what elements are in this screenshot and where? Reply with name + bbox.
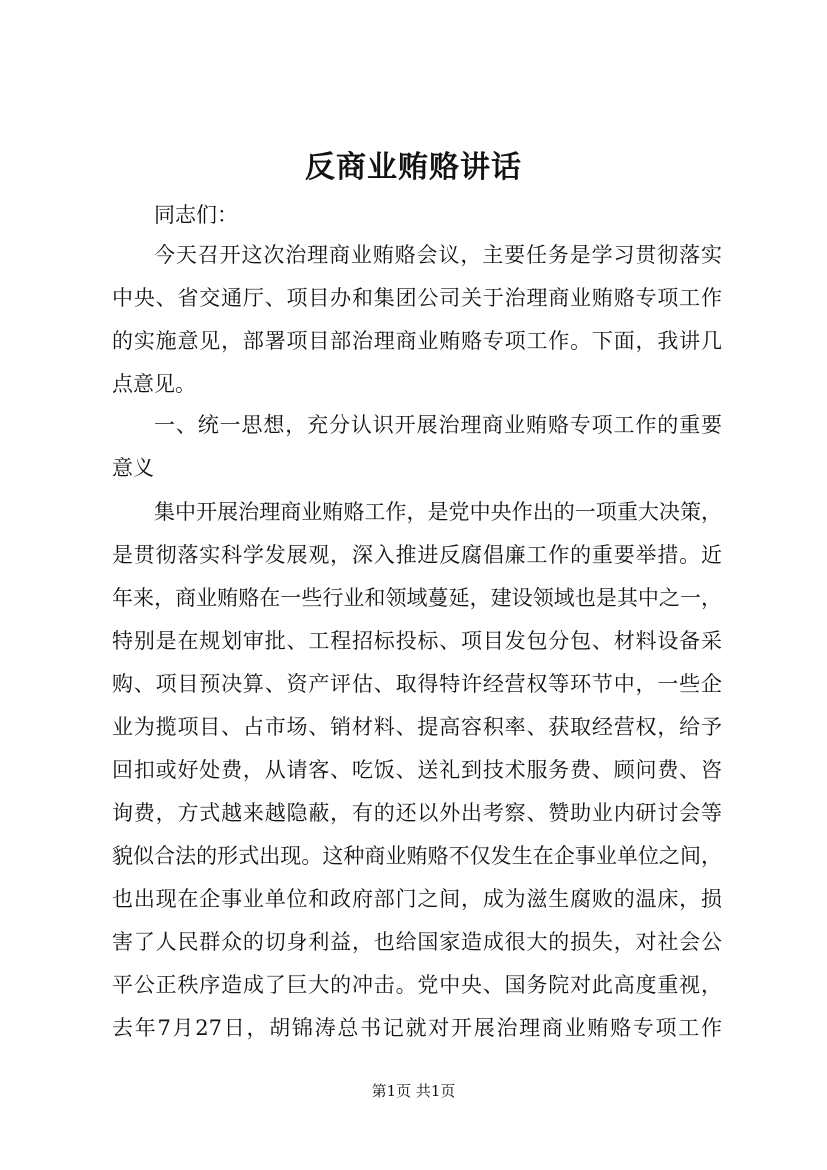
paragraph-line: 点意见。 bbox=[112, 372, 196, 396]
paragraph-line: 回扣或好处费，从请客、吃饭、送礼到技术服务费、顾问费、咨 bbox=[112, 758, 722, 782]
page-footer: 第1页 共1页 bbox=[371, 1082, 456, 1100]
paragraph-line: 的实施意见，部署项目部治理商业贿赂专项工作。下面，我讲几 bbox=[112, 329, 722, 353]
paragraph-line: 询费，方式越来越隐蔽，有的还以外出考察、赞助业内研讨会等 bbox=[112, 801, 722, 825]
paragraph-line: 害了人民群众的切身利益，也给国家造成很大的损失，对社会公 bbox=[112, 930, 722, 954]
document-title: 反商业贿赂讲话 bbox=[305, 150, 522, 185]
section-heading-line: 一、统一思想，充分认识开展治理商业贿赂专项工作的重要 bbox=[154, 413, 722, 437]
paragraph-line: 平公正秩序造成了巨大的冲击。党中央、国务院对此高度重视， bbox=[112, 973, 722, 997]
paragraph-line: 去年7月27日，胡锦涛总书记就对开展治理商业贿赂专项工作 bbox=[112, 1016, 722, 1040]
paragraph-line: 貌似合法的形式出现。这种商业贿赂不仅发生在企事业单位之间， bbox=[112, 844, 722, 868]
paragraph-line: 是贯彻落实科学发展观，深入推进反腐倡廉工作的重要举措。近 bbox=[112, 543, 722, 567]
paragraph-line: 购、项目预决算、资产评估、取得特许经营权等环节中，一些企 bbox=[112, 672, 722, 696]
paragraph-line: 集中开展治理商业贿赂工作，是党中央作出的一项重大决策， bbox=[154, 500, 722, 524]
paragraph-line: 业为揽项目、占市场、销材料、提高容积率、获取经营权，给予 bbox=[112, 715, 722, 739]
paragraph-line: 也出现在企事业单位和政府部门之间，成为滋生腐败的温床，损 bbox=[112, 887, 722, 911]
paragraph-line: 今天召开这次治理商业贿赂会议，主要任务是学习贯彻落实 bbox=[154, 243, 722, 267]
paragraph-line: 特别是在规划审批、工程招标投标、项目发包分包、材料设备采 bbox=[112, 629, 722, 653]
section-heading-line: 意义 bbox=[112, 456, 154, 480]
paragraph-line: 中央、省交通厅、项目办和集团公司关于治理商业贿赂专项工作 bbox=[112, 286, 722, 310]
paragraph-line: 年来，商业贿赂在一些行业和领域蔓延，建设领域也是其中之一， bbox=[112, 586, 722, 610]
salutation: 同志们： bbox=[154, 203, 238, 227]
